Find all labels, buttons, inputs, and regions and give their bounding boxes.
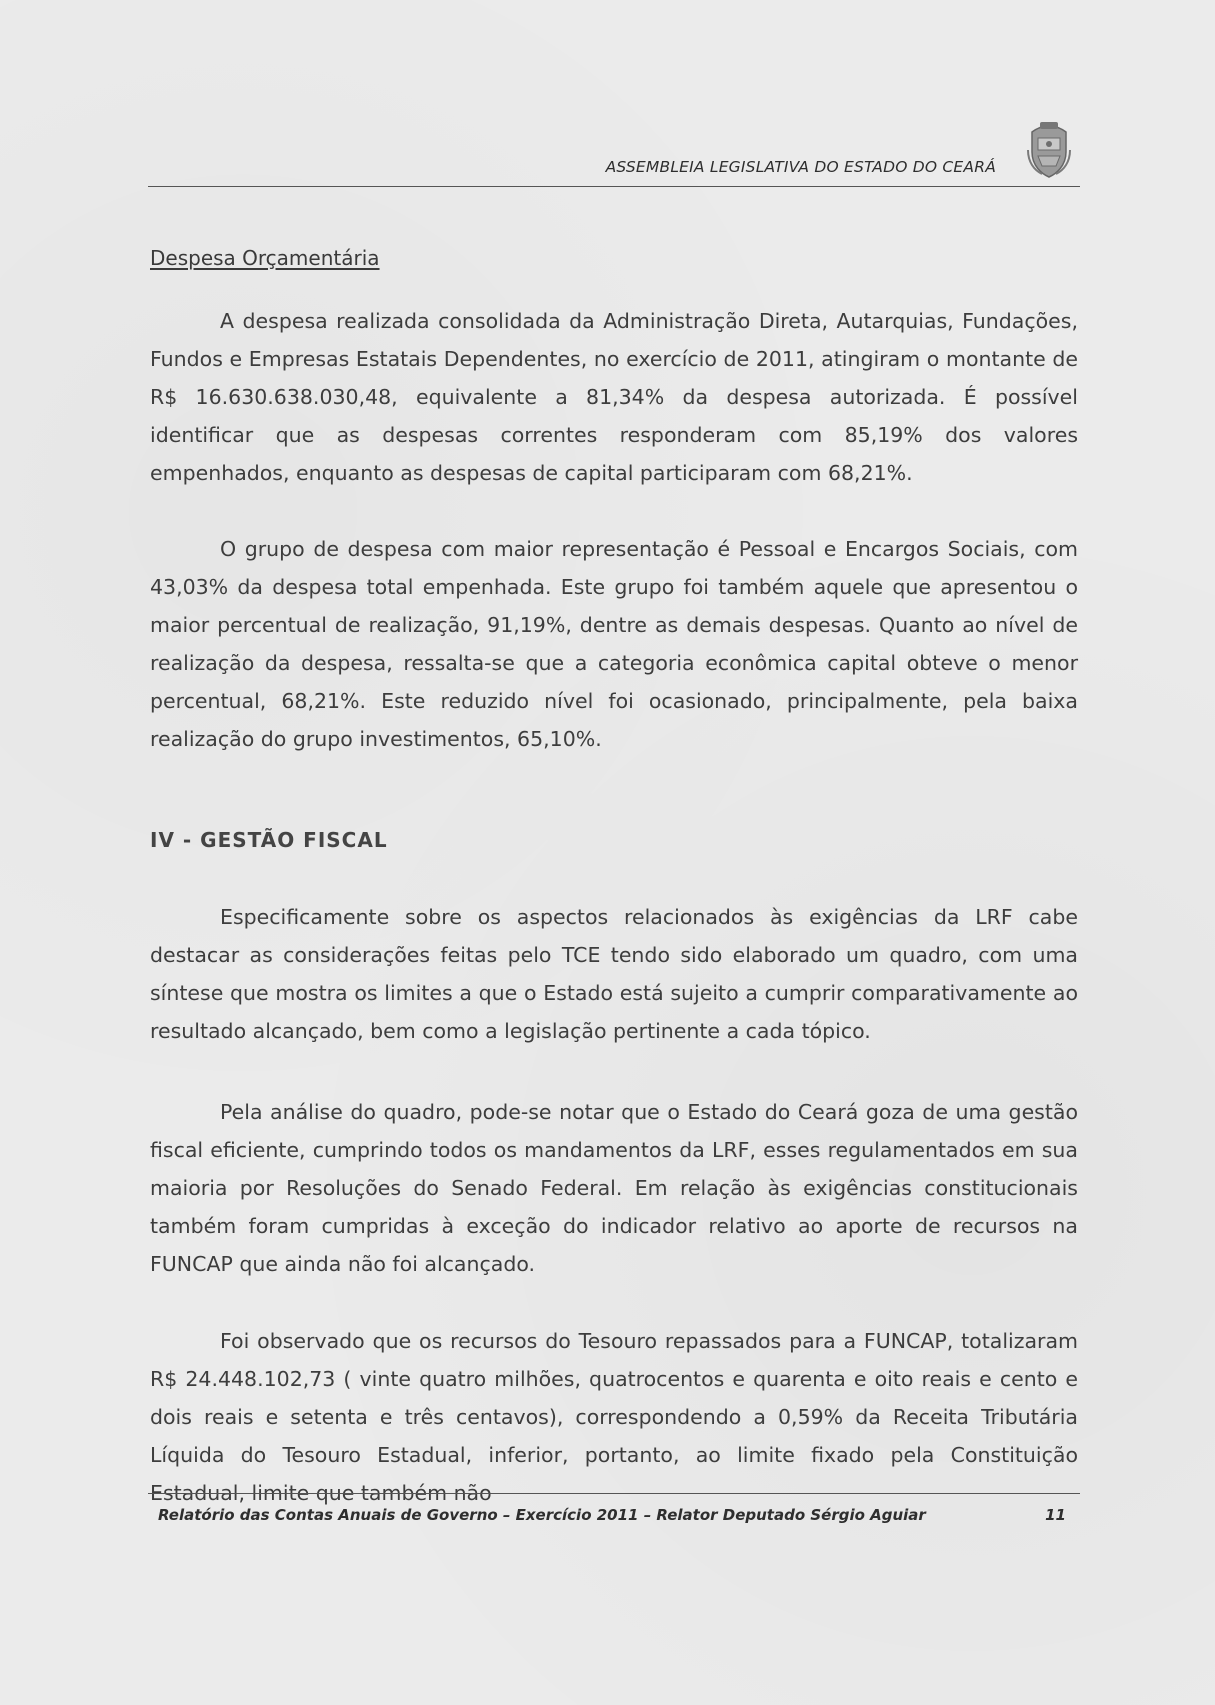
heading-gestao-fiscal: IV - GESTÃO FISCAL: [150, 828, 388, 852]
paragraph-3: Especificamente sobre os aspectos relacionados às exigências da LRF cabe destacar as considerações feitas pelo TCE tendo sido elaborado um quadro, com uma síntese que mostra os limites a que o Estado está sujeito a cumprir comparativamente ao resultado alcançado, bem como a legislação pertinente a cada tópico.: [150, 905, 1078, 1043]
paragraph-2: O grupo de despesa com maior representação é Pessoal e Encargos Sociais, com 43,03% da despesa total empenhada. Este grupo foi também aquele que apresentou o maior percentual de realização, 91,19%, dentre as demais despesas. Quanto ao nível de realização da despesa, ressalta-se que a categoria econômica capital obteve o menor percentual, 68,21%. Este reduzido nível foi ocasionado, principalmente, pela baixa realização do grupo investimentos, 65,10%.: [150, 537, 1078, 751]
page-footer: [148, 1493, 1080, 1534]
paragraph-5: Foi observado que os recursos do Tesouro repassados para a FUNCAP, totalizaram R$ 24.448.102,73 ( vinte quatro milhões, quatrocentos e quarenta e oito reais e cento e dois reais e setenta e três centavos), correspondendo a 0,59% da Receita Tributária Líquida do Tesouro Estadual, inferior, portanto, ao limite fixado pela Constituição Estadual, limite que também não: [150, 1329, 1078, 1505]
paragraph-1: A despesa realizada consolidada da Administração Direta, Autarquias, Fundações, Fundos e Empresas Estatais Dependentes, no exercício de 2011, atingiram o montante de R$ 16.630.638.030,48, equivalente a 81,34% da despesa autorizada. É possível identificar que as despesas correntes responderam com 85,19% dos valores empenhados, enquanto as despesas de capital participaram com 68,21%.: [150, 309, 1078, 485]
page-number: 11: [1045, 1506, 1066, 1524]
header-title: ASSEMBLEIA LEGISLATIVA DO ESTADO DO CEARÁ: [605, 158, 996, 176]
paragraph-4: Pela análise do quadro, pode-se notar que o Estado do Ceará goza de uma gestão fiscal eficiente, cumprindo todos os mandamentos da LRF, esses regulamentados em sua maioria por Resoluções do Senado Federal. Em relação às exigências constitucionais também foram cumpridas à exceção do indicador relativo ao aporte de recursos na FUNCAP que ainda não foi alcançado.: [150, 1100, 1078, 1276]
coat-of-arms-icon: [1026, 122, 1072, 180]
footer-text: Relatório das Contas Anuais de Governo – Exercício 2011 – Relator Deputado Sérgio Aguiar: [158, 1506, 926, 1524]
section-title: Despesa Orçamentária: [150, 246, 380, 270]
page-header: [148, 152, 1080, 187]
